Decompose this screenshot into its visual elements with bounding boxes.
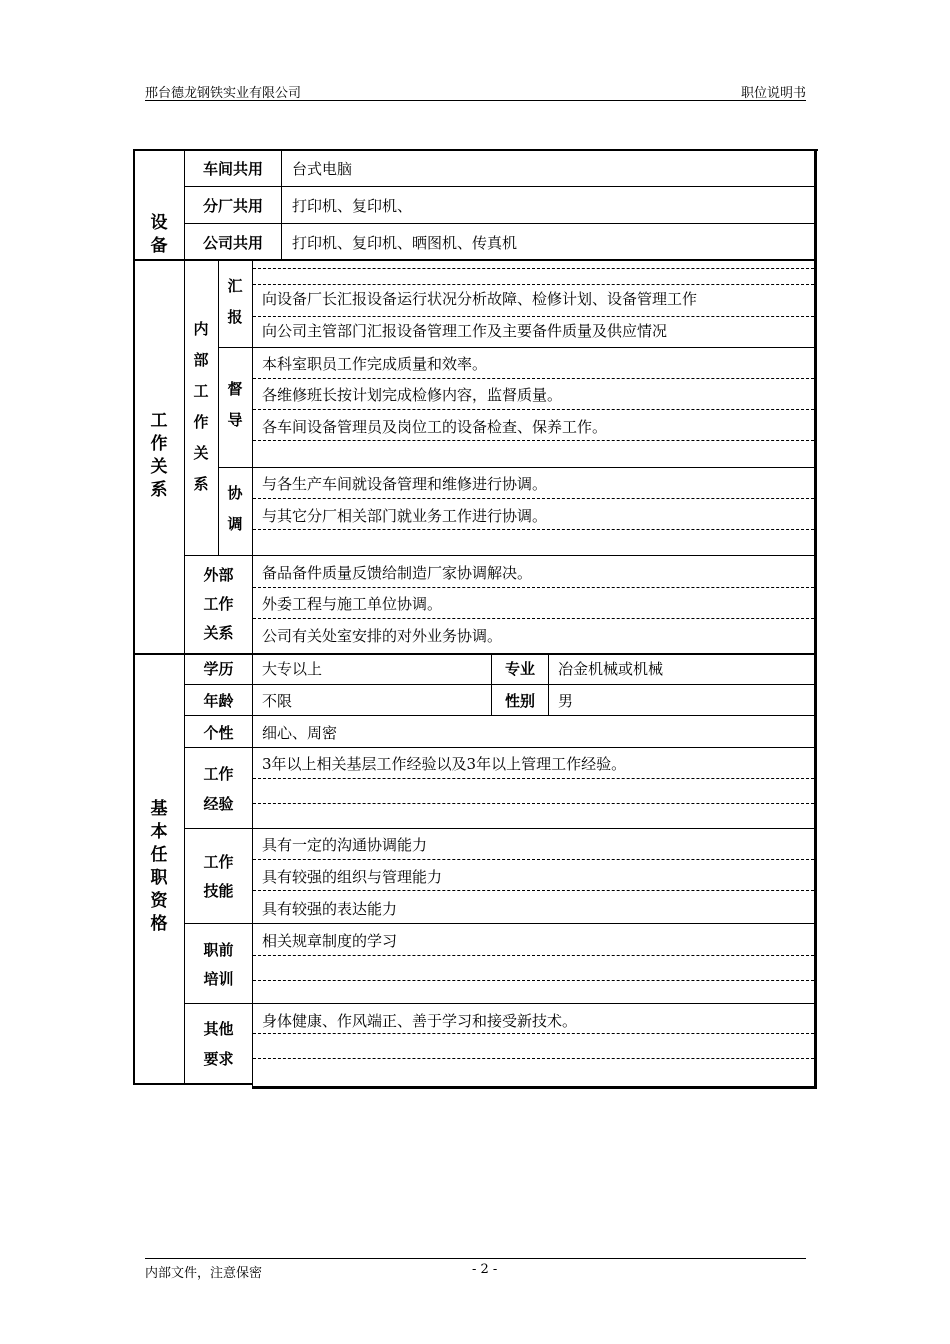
vline-internal — [218, 261, 219, 555]
gender-label: 性别 — [504, 692, 535, 710]
qual-line-3 — [184, 747, 815, 748]
page-number: - 2 - — [472, 1262, 498, 1277]
table-border-top — [133, 149, 818, 151]
qual-line-1 — [184, 684, 815, 685]
education-label: 学历 — [203, 660, 234, 678]
vline-equip-label — [281, 151, 282, 259]
external-label-line: 工作 — [203, 595, 234, 613]
dash — [253, 778, 814, 779]
skills-item: 具有较强的组织与管理能力 — [262, 868, 443, 886]
skills-item: 具有一定的沟通协调能力 — [262, 836, 428, 854]
training-label-line: 职前 — [203, 941, 234, 959]
dash — [253, 316, 814, 317]
supervise-label: 督导 — [227, 380, 243, 429]
dash — [253, 268, 814, 269]
personality-value: 细心、周密 — [262, 724, 338, 742]
vline-content — [252, 261, 253, 1089]
experience-label-line: 工作 — [203, 765, 234, 783]
report-item: 向公司主管部门汇报设备管理工作及主要备件质量及供应情况 — [262, 322, 668, 340]
equip-label-branch: 分厂共用 — [202, 197, 263, 215]
coordinate-item: 与其它分厂相关部门就业务工作进行协调。 — [262, 507, 548, 525]
dash — [253, 529, 814, 530]
gender-value: 男 — [558, 692, 574, 710]
coordinate-label: 协调 — [227, 484, 243, 533]
equip-value-branch: 打印机、复印机、 — [292, 197, 413, 215]
table-border-right — [814, 149, 817, 1089]
other-label-line: 要求 — [203, 1050, 234, 1068]
experience-item: 3年以上相关基层工作经验以及3年以上管理工作经验。 — [262, 755, 627, 773]
table-border-left — [133, 149, 135, 1085]
dash — [253, 1058, 814, 1059]
dash — [253, 440, 814, 441]
equip-value-workshop: 台式电脑 — [292, 160, 353, 178]
qual-line-5 — [184, 923, 815, 924]
personality-label: 个性 — [203, 724, 234, 742]
major-label: 专业 — [504, 660, 535, 678]
experience-label-line: 经验 — [203, 795, 234, 813]
skills-label-line: 工作 — [203, 853, 234, 871]
report-label: 汇报 — [227, 277, 243, 326]
footer-note: 内部文件，注意保密 — [145, 1266, 263, 1281]
header-company: 邢台德龙钢铁实业有限公司 — [145, 86, 302, 101]
skills-label-line: 技能 — [203, 882, 234, 900]
dash — [253, 803, 814, 804]
report-item: 向设备厂长汇报设备运行状况分析故障、检修计划、设备管理工作 — [262, 290, 698, 308]
external-item: 外委工程与施工单位协调。 — [262, 595, 443, 613]
training-item: 相关规章制度的学习 — [262, 932, 398, 950]
education-value: 大专以上 — [262, 660, 323, 678]
training-label-line: 培训 — [203, 970, 234, 988]
dash — [253, 409, 814, 410]
divider-equipment — [133, 259, 817, 261]
table-border-bottom — [133, 1083, 253, 1085]
age-label: 年龄 — [203, 692, 234, 710]
dash — [253, 859, 814, 860]
qual-line-4 — [184, 828, 815, 829]
equip-row-line-2 — [184, 223, 815, 224]
skills-item: 具有较强的表达能力 — [262, 900, 398, 918]
age-value: 不限 — [262, 692, 293, 710]
coordinate-item: 与各生产车间就设备管理和维修进行协调。 — [262, 475, 548, 493]
other-item: 身体健康、作风端正、善于学习和接受新技术。 — [262, 1012, 578, 1030]
dash — [253, 587, 814, 588]
dash — [253, 618, 814, 619]
supervise-item: 各车间设备管理员及岗位工的设备检查、保养工作。 — [262, 418, 608, 436]
supervise-item: 本科室职员工作完成质量和效率。 — [262, 355, 488, 373]
qual-line-2 — [184, 715, 815, 716]
section-label-equipment: 设备 — [150, 213, 168, 256]
rel-line-supervise — [218, 467, 815, 468]
equip-value-company: 打印机、复印机、晒图机、传真机 — [292, 234, 518, 252]
equip-label-workshop: 车间共用 — [202, 160, 263, 178]
vline-major-value — [548, 655, 549, 716]
equip-row-line-1 — [184, 186, 815, 187]
dash — [253, 284, 814, 285]
dash — [253, 498, 814, 499]
dash — [253, 955, 814, 956]
equip-label-company: 公司共用 — [202, 234, 263, 252]
major-value: 冶金机械或机械 — [558, 660, 664, 678]
external-item: 公司有关处室安排的对外业务协调。 — [262, 627, 503, 645]
table-border-bottom-right — [253, 1086, 817, 1089]
external-item: 备品备件质量反馈给制造厂家协调解决。 — [262, 564, 533, 582]
dash — [253, 1033, 814, 1034]
external-label-line: 外部 — [203, 566, 234, 584]
rel-line-internal — [184, 555, 815, 556]
divider-relations — [133, 653, 817, 655]
header-doc-title: 职位说明书 — [740, 86, 806, 101]
external-label-line: 关系 — [203, 624, 234, 642]
supervise-item: 各维修班长按计划完成检修内容，监督质量。 — [262, 386, 563, 404]
internal-relations-label: 内部工作关系 — [193, 320, 209, 493]
rel-line-report — [218, 347, 815, 348]
dash — [253, 980, 814, 981]
section-label-relations: 工作关系 — [150, 411, 168, 500]
section-label-qualifications: 基本任职资格 — [150, 799, 168, 934]
other-label-line: 其他 — [203, 1020, 234, 1038]
dash — [253, 378, 814, 379]
dash — [253, 890, 814, 891]
qual-line-6 — [184, 1003, 815, 1004]
